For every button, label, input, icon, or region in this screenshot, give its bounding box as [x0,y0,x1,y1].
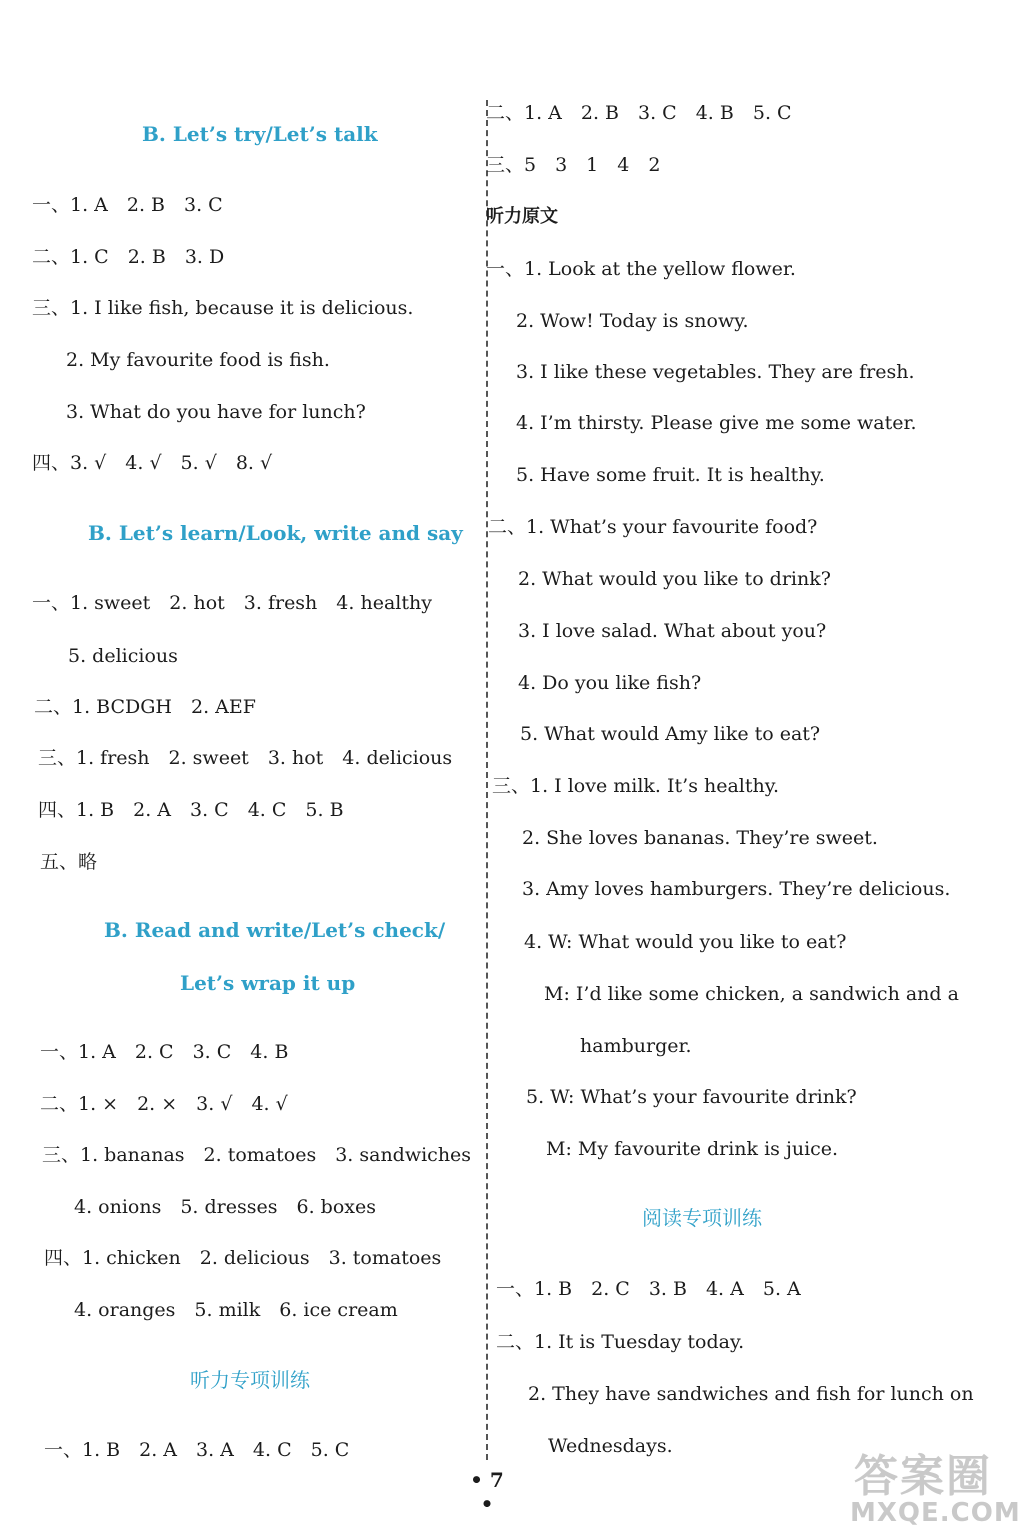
section-heading-read-and-write: B. Read and write/Let’s check/ [104,918,446,942]
answer-line: 二、1. × 2. × 3. √ 4. √ [40,1093,288,1115]
answer-line: 二、1. BCDGH 2. AEF [34,696,256,718]
transcript-line: 2. She loves bananas. They’re sweet. [522,827,878,849]
transcript-line: M: I’d like some chicken, a sandwich and a [544,983,959,1005]
answer-line: 四、1. chicken 2. delicious 3. tomatoes [44,1247,442,1269]
answer-line: 一、1. B 2. A 3. A 4. C 5. C [44,1439,350,1461]
answer-line: 二、1. C 2. B 3. D [32,246,225,268]
section-heading-lets-try: B. Let’s try/Let’s talk [142,122,378,146]
answer-line: 五、略 [40,851,98,873]
transcript-line: 4. Do you like fish? [518,672,702,694]
column-divider [486,100,488,1460]
transcript-line: 3. I love salad. What about you? [518,620,827,642]
answer-line: 二、1. It is Tuesday today. [496,1331,745,1353]
watermark-text-en: MXQE.COM [850,1498,1021,1528]
section-heading-listening: 听力专项训练 [190,1368,310,1392]
section-heading-wrap-it-up: Let’s wrap it up [180,971,356,995]
transcript-line: 2. What would you like to drink? [518,568,831,590]
answer-line: 3. What do you have for lunch? [66,401,366,423]
answer-line: 三、1. I like fish, because it is delicious. [32,297,414,319]
transcript-line: 3. Amy loves hamburgers. They’re delicious. [522,878,951,900]
answer-line: 三、1. fresh 2. sweet 3. hot 4. delicious [38,747,453,769]
answer-line: 4. oranges 5. milk 6. ice cream [74,1299,398,1321]
section-heading-lets-learn: B. Let’s learn/Look, write and say [88,521,463,545]
answer-line: 三、5 3 1 4 2 [486,154,661,176]
answer-line: 2. They have sandwiches and fish for lunch on [528,1383,974,1405]
answer-line: 4. onions 5. dresses 6. boxes [74,1196,376,1218]
transcript-line: 5. Have some fruit. It is healthy. [516,464,825,486]
transcript-line: 一、1. Look at the yellow flower. [486,258,796,280]
answer-line: 三、1. bananas 2. tomatoes 3. sandwiches [42,1144,472,1166]
answer-line: 一、1. A 2. C 3. C 4. B [40,1041,289,1063]
transcript-line: 5. What would Amy like to eat? [520,723,821,745]
watermark-logo [840,1438,1024,1536]
transcript-line: M: My favourite drink is juice. [546,1138,839,1160]
answer-line: 四、3. √ 4. √ 5. √ 8. √ [32,452,273,474]
answer-line: 2. My favourite food is fish. [66,349,330,371]
transcript-line: 4. I’m thirsty. Please give me some water. [516,412,917,434]
section-heading-reading: 阅读专项训练 [642,1206,762,1230]
page-number: • 7 • [470,1468,504,1516]
transcript-line: 3. I like these vegetables. They are fresh. [516,361,915,383]
transcript-line: 5. W: What’s your favourite drink? [526,1086,857,1108]
answer-line: 一、1. B 2. C 3. B 4. A 5. A [496,1278,801,1300]
transcript-line: 二、1. What’s your favourite food? [488,516,818,538]
answer-line: 一、1. sweet 2. hot 3. fresh 4. healthy [32,592,432,614]
answer-line: 二、1. A 2. B 3. C 4. B 5. C [486,102,792,124]
answer-line: 四、1. B 2. A 3. C 4. C 5. B [38,799,344,821]
transcript-line: 三、1. I love milk. It’s healthy. [492,775,779,797]
answer-line: 5. delicious [68,645,178,667]
transcript-line: 2. Wow! Today is snowy. [516,310,749,332]
answer-line: Wednesdays. [548,1435,673,1457]
transcript-label: 听力原文 [486,206,558,227]
watermark-text-cn: 答案圈 [854,1451,992,1502]
answer-line: 一、1. A 2. B 3. C [32,194,223,216]
transcript-line: 4. W: What would you like to eat? [524,931,847,953]
transcript-line: hamburger. [580,1035,692,1057]
